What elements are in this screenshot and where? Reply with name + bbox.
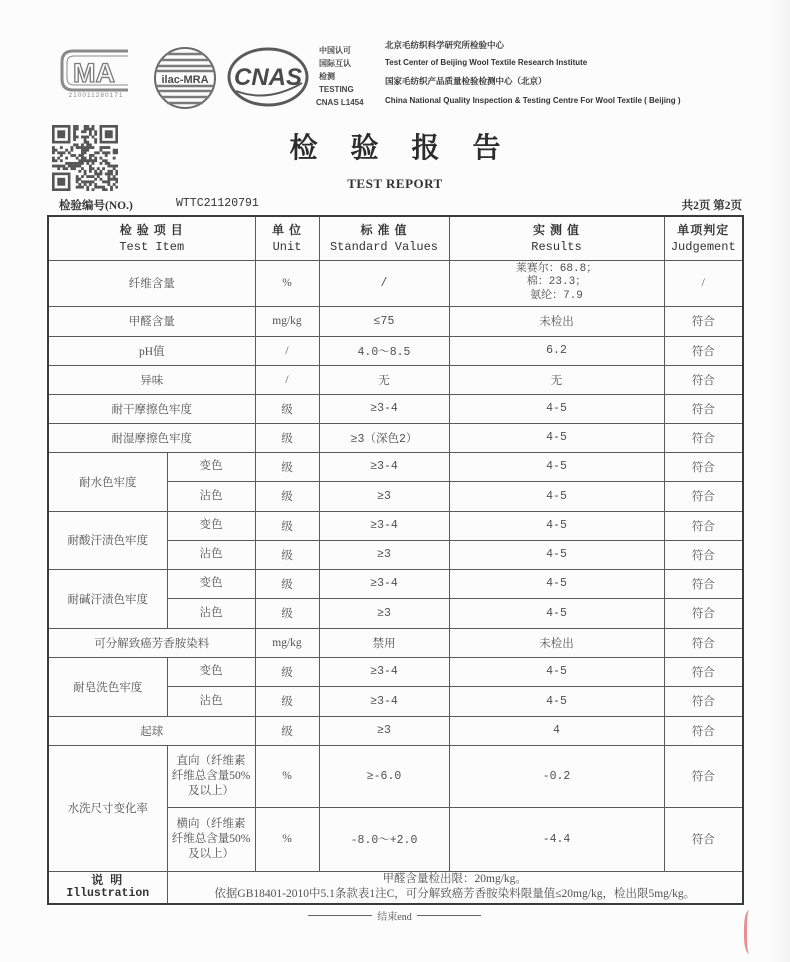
cell-judgement: 符合: [664, 657, 743, 686]
cell-judgement: 符合: [664, 569, 743, 598]
cell-judgement: 符合: [664, 598, 743, 628]
report-number-label: 检验编号(NO.): [59, 200, 133, 212]
header-judgement-cn: 单项判定: [677, 222, 730, 237]
cell-judgement: /: [664, 260, 743, 306]
table-row: [48, 569, 743, 598]
cell-sub-item: 变色: [167, 452, 255, 481]
cell-standard: ≥-6.0: [319, 745, 449, 807]
cell-result: -4.4: [449, 807, 664, 871]
cell-unit: /: [255, 336, 319, 365]
fibre-result-line: 棉：23.3；: [526, 276, 587, 289]
cell-sub-item: 直向（纤维素纤维总含量50%及以上）: [167, 745, 255, 807]
cell-judgement: 符合: [664, 628, 743, 657]
cell-test-item: 耐酸汗渍色牢度: [48, 511, 167, 569]
cell-test-item: pH值: [48, 336, 255, 365]
cell-result: 4-5: [449, 452, 664, 481]
table-row: [48, 716, 743, 745]
scan-shadow: [770, 0, 790, 962]
header-results: [449, 216, 664, 260]
illustration-line: 甲醛含量检出限：20mg/kg。: [382, 873, 527, 886]
cell-test-item: 可分解致癌芳香胺染料: [48, 628, 255, 657]
cell-result: 6.2: [449, 336, 664, 365]
centre-name-cn: 国家毛纺织产品质量检验检测中心（北京）: [385, 76, 547, 86]
table-row: [48, 511, 743, 540]
table-row: [48, 628, 743, 657]
illustration-line: 依据GB18401-2010中5.1条款表1注C，可分解致癌芳香胺染料限量值≤20mg/kg，检出限5mg/kg。: [214, 888, 696, 901]
cell-result: 4-5: [449, 657, 664, 686]
ilac-mra-logo: [150, 44, 220, 112]
cell-result: 无: [449, 365, 664, 394]
cell-standard: ≥3（深色2）: [319, 423, 449, 452]
fibre-result-line: 氨纶：7.9: [530, 289, 583, 302]
table-row: [48, 423, 743, 452]
header-results-cn: 实 测 值: [532, 222, 580, 237]
cell-test-item: 异味: [48, 365, 255, 394]
header-standard: [319, 216, 449, 260]
cell-standard: ≥3-4: [319, 511, 449, 540]
cell-sub-item: 变色: [167, 569, 255, 598]
cell-unit: 级: [255, 657, 319, 686]
cell-result: 4: [449, 716, 664, 745]
cell-unit: /: [255, 365, 319, 394]
cell-judgement: 符合: [664, 716, 743, 745]
cell-judgement: 符合: [664, 306, 743, 336]
cell-standard: ≥3-4: [319, 657, 449, 686]
cell-result: 4-5: [449, 540, 664, 569]
cell-test-item: 起球: [48, 716, 255, 745]
cell-result: 4-5: [449, 423, 664, 452]
cell-judgement: 符合: [664, 452, 743, 481]
cell-unit: %: [255, 260, 319, 306]
cell-unit: %: [255, 745, 319, 807]
cell-test-item: 耐水色牢度: [48, 452, 167, 511]
cell-result: [449, 260, 664, 306]
cell-sub-item: 沾色: [167, 540, 255, 569]
cell-unit: 级: [255, 394, 319, 423]
report-subtitle: TEST REPORT: [347, 176, 443, 191]
header-unit-en: Unit: [272, 239, 302, 254]
cell-standard: ≥3: [319, 598, 449, 628]
accreditation-line: 检测: [319, 72, 335, 81]
header-test-item-cn: 检 验 项 目: [119, 222, 184, 237]
header-test-item-en: Test Item: [119, 239, 185, 254]
cell-standard: ≥3-4: [319, 686, 449, 716]
cell-test-item: 耐碱汗渍色牢度: [48, 569, 167, 628]
cell-standard: 禁用: [319, 628, 449, 657]
cell-unit: 级: [255, 481, 319, 511]
cell-result: 4-5: [449, 481, 664, 511]
end-rule-right: [417, 915, 481, 916]
accreditation-line: 国际互认: [319, 59, 351, 68]
cell-test-item: 甲醛含量: [48, 306, 255, 336]
cell-unit: mg/kg: [255, 306, 319, 336]
table-row: [48, 365, 743, 394]
cell-result: 4-5: [449, 686, 664, 716]
accreditation-line: 中国认可: [319, 46, 351, 55]
illustration-label-en: Illustration: [66, 887, 150, 901]
cma-logo: [58, 46, 132, 94]
page-indicator: 共2页 第2页: [681, 200, 742, 212]
cell-result: -0.2: [449, 745, 664, 807]
report-table: [47, 215, 744, 905]
illustration-row: [48, 871, 743, 904]
report-title: 检验报告: [289, 133, 534, 164]
table-row: [48, 336, 743, 365]
table-row: [48, 260, 743, 306]
cell-sub-item: 变色: [167, 511, 255, 540]
cell-unit: 级: [255, 569, 319, 598]
cell-result: 未检出: [449, 628, 664, 657]
cell-test-item: 耐湿摩擦色牢度: [48, 423, 255, 452]
table-row: [48, 306, 743, 336]
cell-unit: mg/kg: [255, 628, 319, 657]
report-number: WTTC21120791: [176, 197, 259, 210]
header-standard-en: Standard Values: [329, 239, 439, 254]
cell-judgement: 符合: [664, 365, 743, 394]
cell-standard: ≤75: [319, 306, 449, 336]
table-row: [48, 745, 743, 807]
cnas-code: CNAS L1454: [316, 98, 364, 107]
cell-judgement: 符合: [664, 423, 743, 452]
cell-standard: ≥3: [319, 481, 449, 511]
cell-standard: 4.0～8.5: [319, 336, 449, 365]
cell-standard: ≥3: [319, 716, 449, 745]
cell-test-item: 耐干摩擦色牢度: [48, 394, 255, 423]
header-test-item: [48, 216, 255, 260]
illustration-label: [48, 871, 167, 904]
cell-unit: 级: [255, 511, 319, 540]
cell-judgement: 符合: [664, 686, 743, 716]
cell-standard: 无: [319, 365, 449, 394]
fibre-result-line: 莱赛尔：68.8；: [515, 262, 598, 275]
cell-judgement: 符合: [664, 394, 743, 423]
accreditation-line: TESTING: [319, 85, 354, 94]
header-standard-cn: 标 准 值: [360, 222, 408, 237]
cell-standard: -8.0～+2.0: [319, 807, 449, 871]
cell-judgement: 符合: [664, 745, 743, 807]
accreditation-block: [316, 44, 382, 109]
cell-unit: 级: [255, 423, 319, 452]
cell-unit: 级: [255, 686, 319, 716]
table-row: [48, 452, 743, 481]
cell-standard: /: [319, 260, 449, 306]
table-row: [48, 394, 743, 423]
table-header-row: [48, 216, 743, 260]
illustration-text: [167, 871, 743, 904]
cell-judgement: 符合: [664, 336, 743, 365]
header-results-en: Results: [531, 239, 582, 254]
cell-sub-item: 沾色: [167, 686, 255, 716]
illustration-label-cn: 说 明: [91, 873, 125, 888]
report-end-marker: [47, 908, 742, 923]
cell-judgement: 符合: [664, 540, 743, 569]
cnas-logo: [226, 45, 310, 109]
report-body: [47, 215, 742, 923]
cell-sub-item: 沾色: [167, 598, 255, 628]
svg-text:MA: MA: [73, 58, 115, 88]
header-judgement: [664, 216, 743, 260]
cell-standard: ≥3-4: [319, 394, 449, 423]
header-judgement-en: Judgement: [670, 239, 736, 254]
cell-result: 4-5: [449, 598, 664, 628]
cell-standard: ≥3-4: [319, 452, 449, 481]
cell-unit: 级: [255, 716, 319, 745]
cell-unit: %: [255, 807, 319, 871]
cell-sub-item: 变色: [167, 657, 255, 686]
cma-certificate-number: 210011280171: [68, 92, 124, 99]
cell-unit: 级: [255, 452, 319, 481]
end-rule-left: [308, 915, 372, 916]
centre-name-en: China National Quality Inspection & Testing Centre For Wool Textile ( Beijing ): [385, 96, 681, 105]
header-unit-cn: 单 位: [271, 222, 302, 237]
cell-unit: 级: [255, 540, 319, 569]
cell-result: 4-5: [449, 511, 664, 540]
institute-name-cn: 北京毛纺织科学研究所检验中心: [385, 40, 505, 50]
cell-sub-item: 沾色: [167, 481, 255, 511]
cell-judgement: 符合: [664, 481, 743, 511]
seal-stamp-edge: [744, 910, 757, 954]
table-row: [48, 657, 743, 686]
end-text: 结束end: [377, 912, 412, 923]
cell-result: 未检出: [449, 306, 664, 336]
cell-standard: ≥3: [319, 540, 449, 569]
cell-test-item: 水洗尺寸变化率: [48, 745, 167, 871]
cell-test-item: 耐皂洗色牢度: [48, 657, 167, 716]
cell-judgement: 符合: [664, 511, 743, 540]
svg-text:CNAS: CNAS: [234, 64, 303, 91]
cell-standard: ≥3-4: [319, 569, 449, 598]
cell-test-item: 纤维含量: [48, 260, 255, 306]
cell-result: 4-5: [449, 569, 664, 598]
cell-sub-item: 横向（纤维素纤维总含量50%及以上）: [167, 807, 255, 871]
cell-judgement: 符合: [664, 807, 743, 871]
institute-name-en: Test Center of Beijing Wool Textile Research Institute: [385, 58, 588, 67]
header-unit: [255, 216, 319, 260]
svg-text:ilac-MRA: ilac-MRA: [161, 74, 209, 86]
cell-unit: 级: [255, 598, 319, 628]
cell-result: 4-5: [449, 394, 664, 423]
